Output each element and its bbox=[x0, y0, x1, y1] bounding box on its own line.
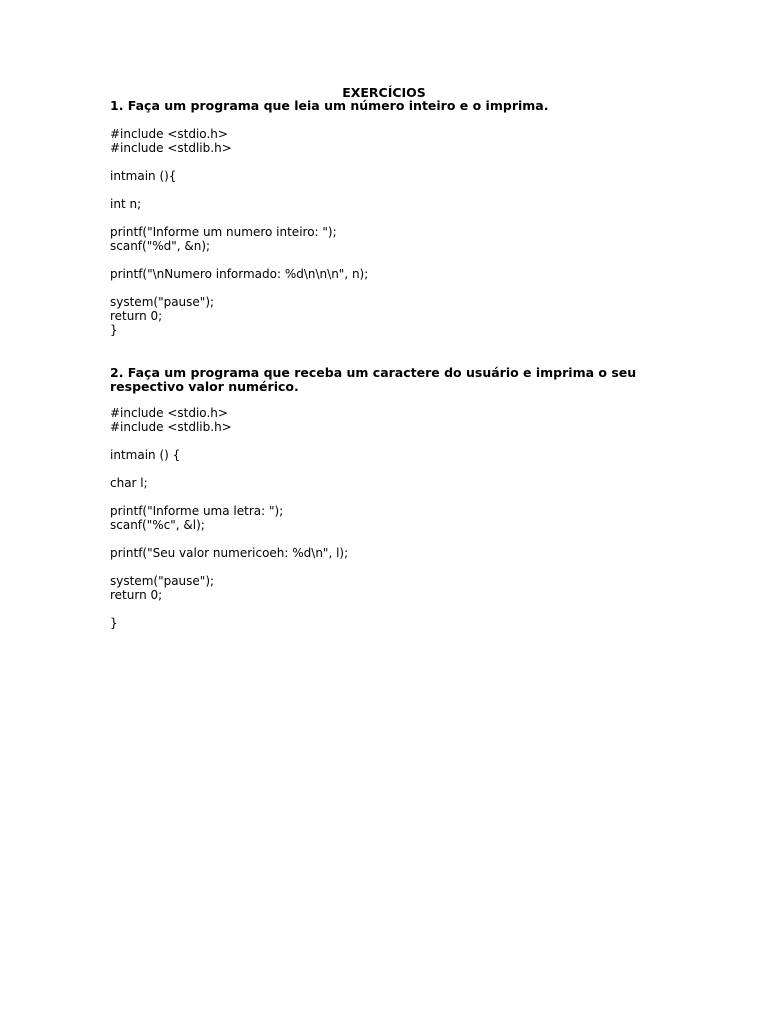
exercise-1-question: 1. Faça um programa que leia um número inteiro e o imprima. bbox=[110, 98, 549, 113]
code-line: } bbox=[110, 323, 118, 337]
code-line: int n; bbox=[110, 197, 142, 211]
code-line: scanf("%c", &l); bbox=[110, 518, 205, 532]
code-line: #include <stdlib.h> bbox=[110, 420, 232, 434]
code-line: printf("Informe um numero inteiro: "); bbox=[110, 225, 337, 239]
code-line: system("pause"); bbox=[110, 295, 215, 309]
code-line: intmain (){ bbox=[110, 169, 177, 183]
code-line: printf("Seu valor numericoeh: %d\n", l); bbox=[110, 546, 349, 560]
code-line: char l; bbox=[110, 476, 148, 490]
code-line: scanf("%d", &n); bbox=[110, 239, 211, 253]
code-line: return 0; bbox=[110, 309, 163, 323]
page-title: EXERCÍCIOS bbox=[342, 85, 426, 100]
code-line: #include <stdio.h> bbox=[110, 127, 228, 141]
code-line: printf("Informe uma letra: "); bbox=[110, 504, 284, 518]
code-line: printf("\nNumero informado: %d\n\n\n", n); bbox=[110, 267, 369, 281]
exercise-2-question: 2. Faça um programa que receba um caractere do usuário e imprima o seu respectivo valor numérico. bbox=[110, 365, 637, 394]
code-line: #include <stdio.h> bbox=[110, 406, 228, 420]
code-line: return 0; bbox=[110, 588, 163, 602]
code-line: } bbox=[110, 616, 118, 630]
code-line: system("pause"); bbox=[110, 574, 215, 588]
code-line: #include <stdlib.h> bbox=[110, 141, 232, 155]
code-line: intmain () { bbox=[110, 448, 181, 462]
